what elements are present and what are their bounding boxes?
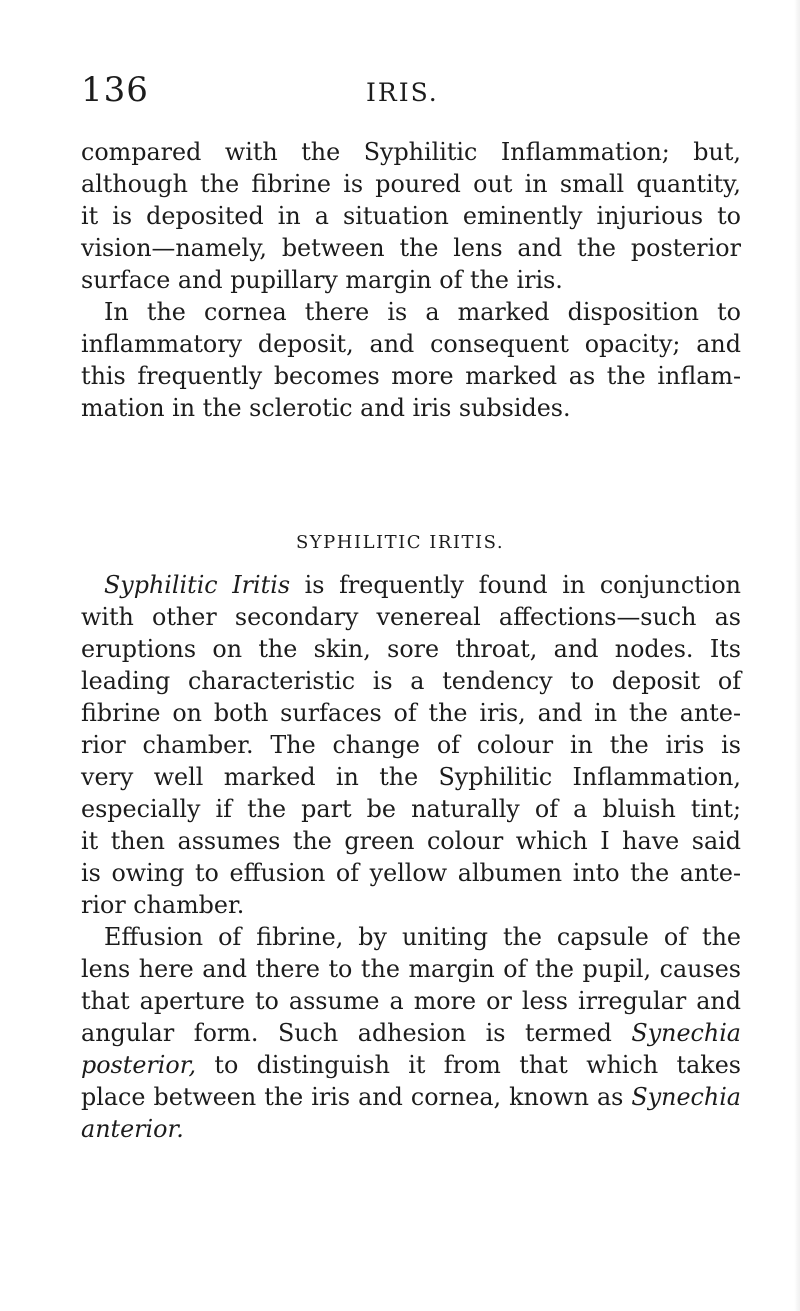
text-line: inflammatory deposit, and consequent opacity; and: [81, 330, 741, 358]
text-line: rior chamber. The change of colour in the iris is: [81, 731, 741, 759]
italic-term: anterior.: [81, 1115, 184, 1143]
text-line: mation in the sclerotic and iris subsides.: [81, 394, 571, 422]
text-line: eruptions on the skin, sore throat, and nodes. Its: [81, 635, 741, 663]
italic-term: Synechia: [631, 1019, 741, 1047]
text-line: with other secondary venereal affections—such as: [81, 603, 741, 631]
text-line: surface and pupillary margin of the iris.: [81, 266, 563, 294]
text-line: [104, 570, 741, 601]
text-line: [81, 1114, 741, 1145]
text-line: rior chamber.: [81, 891, 245, 919]
text-line: leading characteristic is a tendency to deposit of: [81, 667, 741, 695]
text-line: that aperture to assume a more or less irregular and: [81, 987, 741, 1015]
text-line: In the cornea there is a marked disposition to: [104, 298, 741, 326]
italic-term: Syphilitic Iritis: [104, 571, 291, 599]
text-line: lens here and there to the margin of the pupil, causes: [81, 955, 741, 983]
text-line: it is deposited in a situation eminently injurious to: [81, 202, 741, 230]
section-heading: SYPHILITIC IRITIS.: [295, 532, 505, 553]
text-line: Effusion of fibrine, by uniting the capsule of the: [104, 923, 741, 951]
text-line: compared with the Syphilitic Inflammation; but,: [81, 138, 741, 166]
text-line: [81, 1018, 741, 1049]
text-span: to distinguish it from that which takes: [196, 1051, 741, 1079]
text-line: [81, 1050, 741, 1081]
text-line: this frequently becomes more marked as the inflam-: [81, 362, 741, 390]
text-line: [81, 1082, 741, 1113]
text-line: is owing to effusion of yellow albumen into the ante-: [81, 859, 741, 887]
italic-term: Synechia: [631, 1083, 741, 1111]
page-edge-shadow: [794, 0, 800, 1311]
text-line: fibrine on both surfaces of the iris, and in the ante-: [81, 699, 741, 727]
running-head: IRIS.: [366, 78, 439, 107]
page-number: 136: [81, 70, 149, 110]
text-line: it then assumes the green colour which I have said: [81, 827, 741, 855]
text-line: vision—namely, between the lens and the posterior: [81, 234, 741, 262]
text-line: although the fibrine is poured out in small quantity,: [81, 170, 741, 198]
text-span: is frequently found in conjunction: [290, 571, 741, 599]
italic-term: posterior,: [81, 1051, 197, 1079]
text-span: place between the iris and cornea, known as: [81, 1083, 632, 1111]
text-line: very well marked in the Syphilitic Inflammation,: [81, 763, 741, 791]
text-line: especially if the part be naturally of a bluish tint;: [81, 795, 741, 823]
text-span: angular form. Such adhesion is termed: [81, 1019, 632, 1047]
